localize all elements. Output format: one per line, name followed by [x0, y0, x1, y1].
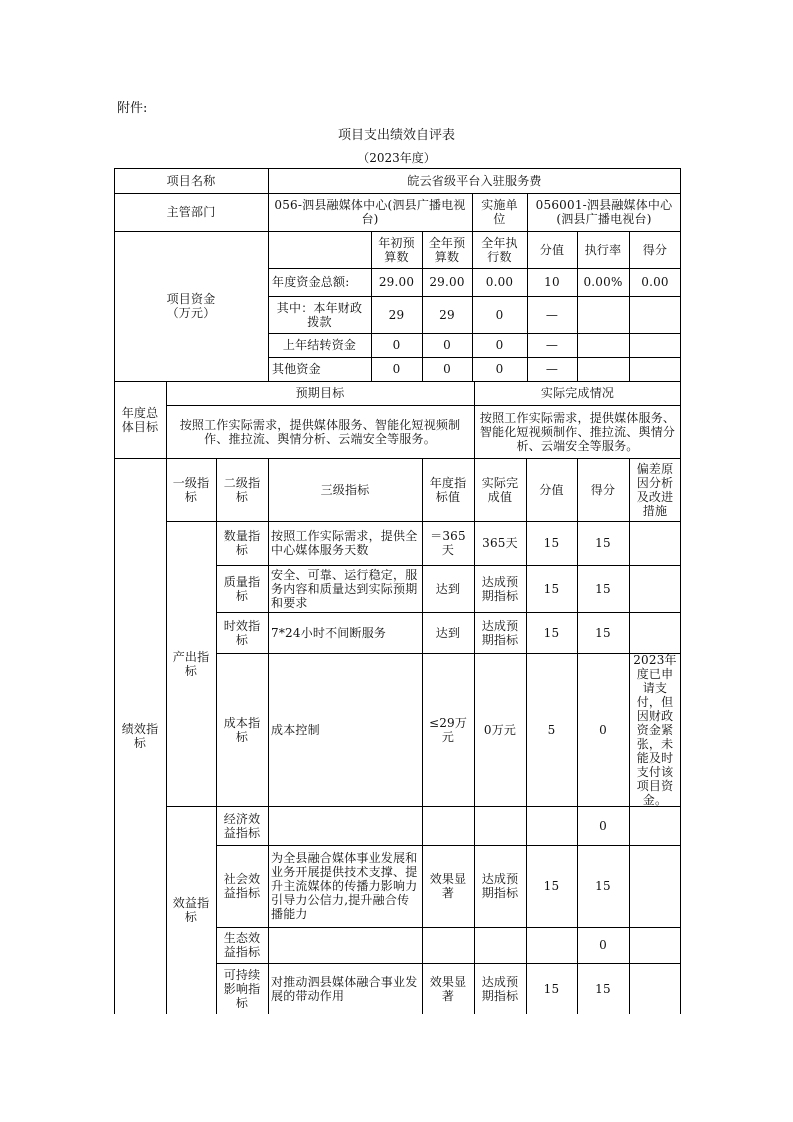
funds-header: 年初预算数 [378, 235, 415, 264]
attachment-label: 附件: [117, 101, 148, 116]
funds-cell: 10 [544, 275, 560, 289]
goals-actual-text: 按照工作实际需求，提供媒体服务、智能化短视频制作、推拉流、舆情分析、云端安全等服务。 [479, 410, 676, 453]
level2-cell: 生态效益指标 [223, 931, 261, 959]
score-cell: 0 [599, 722, 607, 737]
funds-header: 得分 [642, 242, 668, 257]
level3-cell: 按照工作实际需求，提供全中心媒体服务天数 [271, 529, 418, 557]
reason-cell [629, 612, 681, 653]
reason-cell [629, 806, 681, 845]
level3-cell: 对推动泗县媒体融合事业发展的带动作用 [271, 974, 418, 1003]
funds-cell: 0 [495, 338, 504, 352]
goals-actual-header: 实际完成情况 [540, 386, 615, 400]
output-indicator-label: 产出指标 [172, 649, 210, 678]
funds-header: 全年预算数 [428, 235, 466, 264]
funds-cell: 0 [392, 362, 401, 376]
level3-cell [268, 927, 422, 963]
value-cell: 5 [547, 722, 556, 737]
target-cell [422, 806, 474, 845]
level3-cell: 安全、可靠、运行稳定，服务内容和质量达到实际预期和要求 [271, 567, 418, 610]
indicators-header: 分值 [539, 482, 564, 497]
level3-cell [268, 806, 422, 845]
level2-cell: 数量指标 [223, 529, 261, 557]
indicators-header: 偏差原因分析及改进措施 [636, 461, 674, 518]
dept-label: 主管部门 [166, 205, 216, 219]
funds-cell: 0 [495, 307, 504, 322]
impl-value: 056001-泗县融媒体中心(泗县广播电视台) [535, 198, 673, 226]
funds-cell: — [545, 307, 559, 322]
funds-cell: — [545, 362, 559, 376]
level3-cell: 为全县融合媒体事业发展和业务开展提供技术支撑、提升主流媒体的传播力影响力引导力公信力,提升融合传播能力 [271, 851, 418, 921]
funds-row-label: 其中：本年财政拨款 [276, 300, 363, 329]
actual-cell: 365天 [482, 536, 518, 550]
indicators-header: 得分 [590, 482, 616, 497]
target-cell: ≤29万元 [428, 715, 468, 744]
actual-cell: 达成预期指标 [481, 618, 519, 647]
reason-cell [629, 521, 681, 565]
target-cell: ＝365天 [430, 529, 466, 557]
actual-cell: 达成预期指标 [481, 872, 519, 900]
value-cell: 15 [543, 581, 560, 596]
dept-value: 056-泗县融媒体中心(泗县广播电视台) [274, 198, 466, 226]
form-year: （2023年度） [357, 151, 436, 165]
level2-cell: 时效指标 [223, 618, 261, 647]
project-name-value: 皖云省级平台入驻服务费 [407, 173, 542, 188]
reason-cell [629, 927, 681, 963]
value-cell: 15 [543, 536, 560, 550]
impl-label: 实施单位 [481, 198, 518, 226]
reason-cell: 2023年度已申请支付，但因财政资金紧张，未能及时支付该项目资金。 [633, 653, 677, 806]
level2-cell: 成本指标 [223, 715, 261, 744]
funds-cell [577, 357, 629, 381]
indicators-header: 二级指标 [223, 475, 261, 504]
funds-cell: 0 [443, 362, 451, 376]
funds-cell [629, 333, 681, 357]
score-cell: 0 [599, 938, 607, 952]
score-cell: 15 [595, 981, 611, 996]
effect-indicator-label: 效益指标 [172, 896, 210, 924]
actual-cell: 达成预期指标 [481, 574, 519, 603]
funds-label: 项目资金 （万元） [166, 292, 216, 320]
score-cell: 0 [599, 818, 607, 833]
funds-cell: 0.00 [485, 275, 514, 289]
funds-cell [577, 296, 629, 333]
funds-cell [629, 296, 681, 333]
level2-cell: 可持续影响指标 [223, 967, 261, 1010]
target-cell: 达到 [435, 625, 461, 640]
funds-cell: 0.00% [583, 275, 623, 289]
funds-row-label: 其他资金 [272, 362, 321, 376]
target-cell: 效果显著 [429, 872, 467, 900]
value-cell [526, 927, 577, 963]
funds-cell: 29.00 [378, 275, 415, 289]
level2-cell: 社会效益指标 [223, 872, 261, 900]
funds-cell [577, 333, 629, 357]
level3-cell: 成本控制 [271, 722, 320, 737]
funds-cell: 0.00 [641, 275, 669, 289]
funds-header: 执行率 [584, 242, 622, 257]
indicators-header: 实际完成值 [481, 475, 519, 504]
funds-cell: 29.00 [429, 275, 465, 289]
actual-cell [474, 806, 526, 845]
funds-cell: 29 [439, 307, 455, 322]
level2-cell: 质量指标 [223, 574, 261, 603]
value-cell [526, 806, 577, 845]
reason-cell [629, 963, 681, 1014]
score-cell: 15 [595, 536, 611, 550]
target-cell: 效果显著 [429, 974, 467, 1003]
funds-cell [629, 357, 681, 381]
target-cell [422, 927, 474, 963]
level3-cell: 7*24小时不间断服务 [271, 625, 387, 640]
indicators-header: 三级指标 [320, 482, 370, 497]
funds-cell: 0 [443, 338, 451, 352]
actual-cell: 0万元 [483, 722, 517, 737]
reason-cell [629, 845, 681, 927]
score-cell: 15 [595, 625, 611, 640]
funds-cell: 29 [388, 307, 405, 322]
form-title: 项目支出绩效自评表 [337, 128, 455, 143]
actual-cell: 达成预期指标 [481, 974, 519, 1003]
indicators-header: 一级指标 [172, 475, 210, 504]
target-cell: 达到 [435, 581, 461, 596]
value-cell: 15 [543, 625, 560, 640]
value-cell: 15 [543, 879, 560, 893]
project-name-label: 项目名称 [166, 173, 216, 188]
level2-cell: 经济效益指标 [223, 811, 261, 840]
actual-cell [474, 927, 526, 963]
funds-header: 全年执行数 [481, 235, 518, 264]
score-cell: 15 [595, 879, 611, 893]
goals-expected-text: 按照工作实际需求，提供媒体服务、智能化短视频制作、推拉流、舆情分析、云端安全等服务。 [179, 417, 461, 446]
funds-cell: 0 [392, 338, 401, 352]
reason-cell [629, 565, 681, 612]
score-cell: 15 [595, 581, 611, 596]
goals-label: 年度总体目标 [121, 405, 159, 434]
funds-cell: 0 [495, 362, 504, 376]
indicators-header: 年度指标值 [429, 475, 467, 504]
value-cell: 15 [543, 981, 560, 996]
funds-cell: — [545, 338, 559, 352]
indicators-label: 绩效指标 [121, 722, 159, 750]
funds-row-label: 上年结转资金 [282, 338, 357, 352]
funds-header: 分值 [539, 242, 565, 257]
goals-expected-header: 预期目标 [295, 386, 345, 400]
funds-row-label: 年度资金总额: [272, 275, 350, 289]
